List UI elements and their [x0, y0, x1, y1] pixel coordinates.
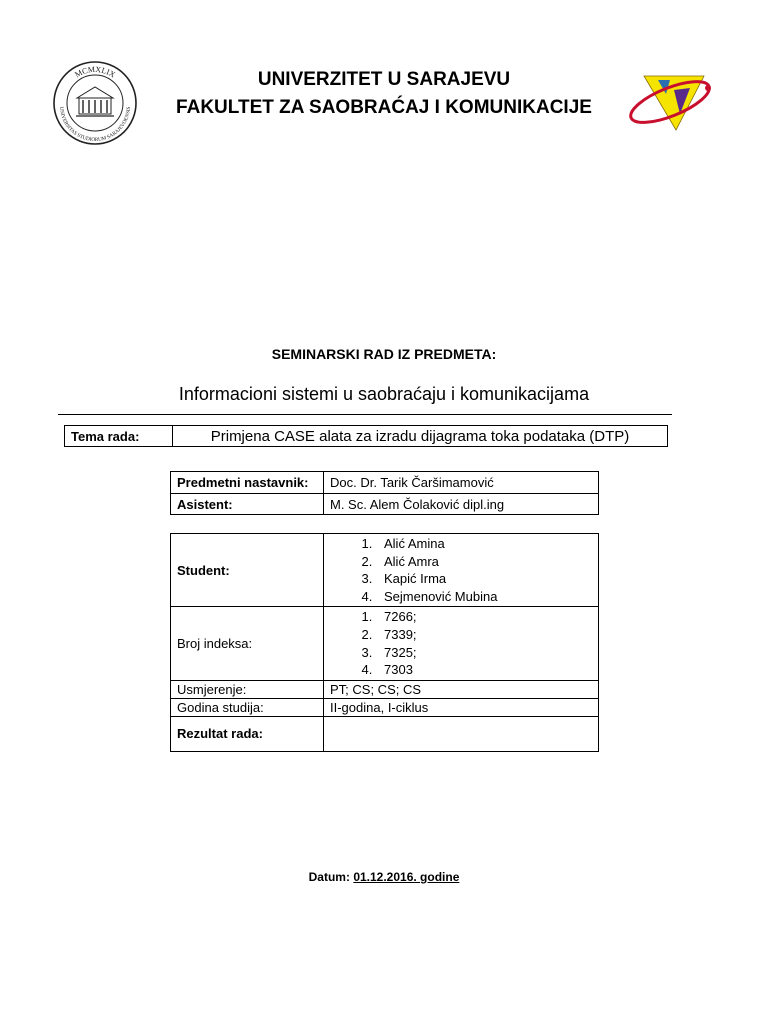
faculty-logo: [624, 68, 716, 136]
list-item: 3. Kapić Irma: [376, 570, 592, 588]
student-list-cell: [324, 534, 599, 607]
seal-year-text: MCMXLIX: [73, 64, 117, 80]
direction-label: Usmjerenje:: [171, 680, 324, 698]
assistant-value: M. Sc. Alem Čolaković dipl.ing: [324, 494, 599, 515]
seal-motto-text: UNIVERSITAS STUDIORUM SARAJEVOENSIS: [57, 106, 133, 144]
student-table: [170, 533, 599, 752]
topic-label: Tema rada:: [65, 426, 173, 447]
list-item: 1. 7266;: [376, 608, 592, 626]
svg-text:MCMXLIX: [73, 65, 117, 80]
direction-value: PT; CS; CS; CS: [324, 680, 599, 698]
result-label: Rezultat rada:: [171, 716, 324, 751]
course-title: Informacioni sistemi u saobraćaju i komunikacijama: [178, 384, 590, 404]
list-item: 2. 7339;: [376, 626, 592, 644]
teacher-value: Doc. Dr. Tarik Čaršimamović: [324, 472, 599, 494]
faculty-name: FAKULTET ZA SAOBRAĆAJ I KOMUNIKACIJE: [176, 97, 592, 118]
topic-value: Primjena CASE alata za izradu dijagrama toka podataka (DTP): [173, 426, 668, 447]
list-item: 3. 7325;: [376, 644, 592, 662]
topic-table: [64, 425, 668, 447]
list-item: 2. Alić Amra: [376, 553, 592, 571]
list-item: 4. Sejmenović Mubina: [376, 588, 592, 606]
year-label: Godina studija:: [171, 698, 324, 716]
date-label: Datum:: [308, 870, 350, 884]
date-line: [0, 870, 768, 884]
teacher-label: Predmetni nastavnik:: [171, 472, 324, 494]
year-value: II-godina, I-ciklus: [324, 698, 599, 716]
student-list: [330, 535, 592, 605]
list-item: 1. Alić Amina: [376, 535, 592, 553]
title-rule: [58, 414, 672, 415]
list-item: 4. 7303: [376, 661, 592, 679]
result-value: [324, 716, 599, 751]
university-seal-logo: [52, 60, 138, 146]
university-name: UNIVERZITET U SARAJEVU: [257, 69, 511, 90]
index-list-cell: [324, 607, 599, 680]
index-list: [330, 608, 592, 678]
student-label: Student:: [171, 534, 324, 607]
staff-table: [170, 471, 599, 515]
assistant-label: Asistent:: [171, 494, 324, 515]
paper-type-heading: SEMINARSKI RAD IZ PREDMETA:: [271, 346, 497, 362]
index-label: Broj indeksa:: [171, 607, 324, 680]
date-value: 01.12.2016. godine: [353, 870, 460, 884]
